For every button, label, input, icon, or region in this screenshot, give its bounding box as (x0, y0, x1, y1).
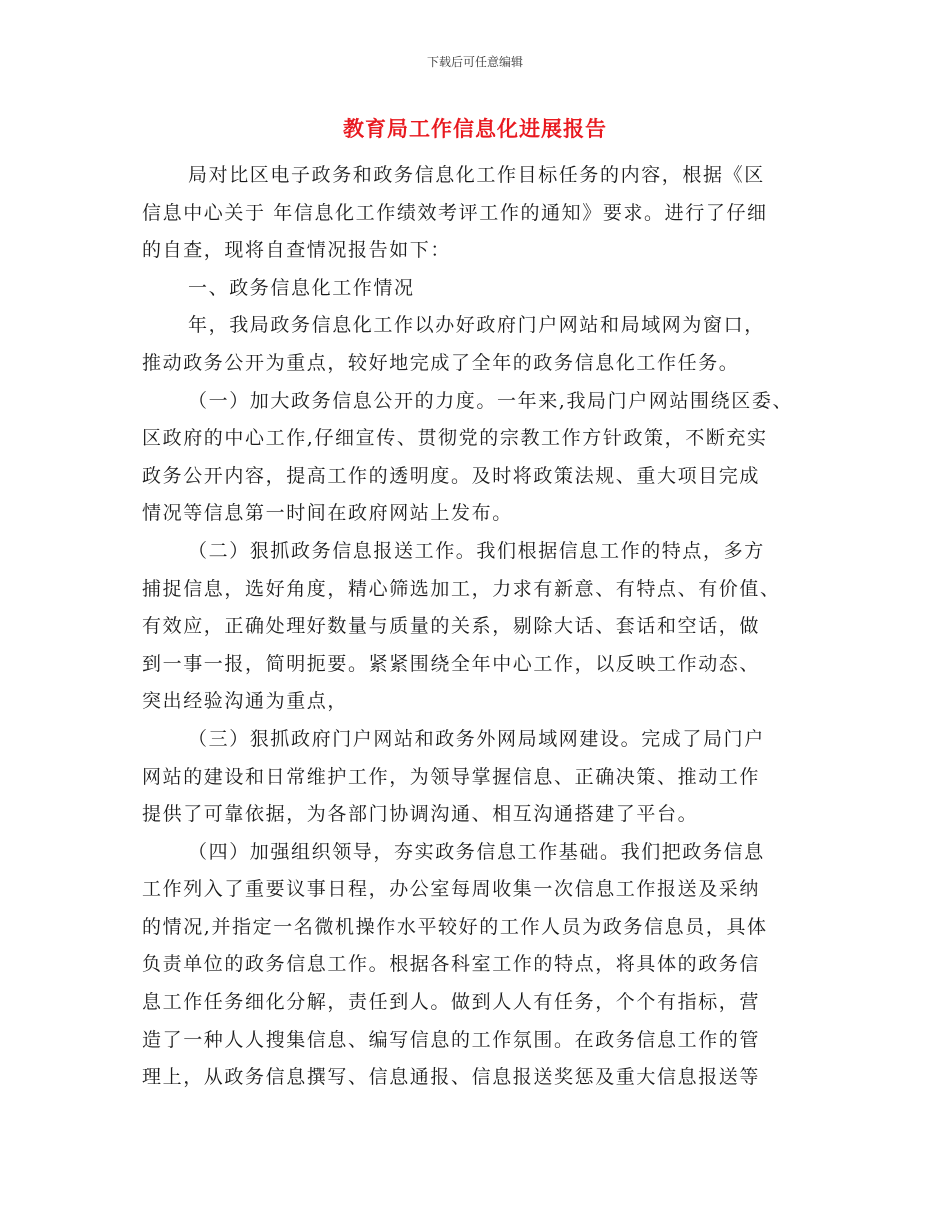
body-line: 息工作任务细化分解，责任到人。做到人人有任务，个个有指标，营 (142, 991, 761, 1014)
body-line: （一）加大政务信息公开的力度。一年来,我局门户网站围绕区委、 (188, 389, 794, 412)
body-line: 的自查，现将自查情况报告如下： (142, 239, 452, 262)
body-line: 政务公开内容，提高工作的透明度。及时将政策法规、重大项目完成 (142, 464, 761, 487)
body-line: 网站的建设和日常维护工作，为领导掌握信息、正确决策、推动工作 (142, 765, 761, 788)
body-line: 提供了可靠依据，为各部门协调沟通、相互沟通搭建了平台。 (142, 803, 699, 826)
body-line: 工作列入了重要议事日程，办公室每周收集一次信息工作报送及采纳 (142, 878, 761, 901)
body-line: 理上，从政务信息撰写、信息通报、信息报送奖惩及重大信息报送等 (142, 1066, 761, 1089)
body-line: （三）狠抓政府门户网站和政务外网局域网建设。完成了局门户 (188, 727, 765, 750)
body-line: 到一事一报，简明扼要。紧紧围绕全年中心工作，以反映工作动态、 (142, 652, 761, 675)
body-line: 负责单位的政务信息工作。根据各科室工作的特点，将具体的政务信 (142, 953, 761, 976)
body-line: 情况等信息第一时间在政府网站上发布。 (142, 502, 513, 525)
body-line: 捕捉信息，选好角度，精心筛选加工，力求有新意、有特点、有价值、 (142, 577, 781, 600)
body-line: （四）加强组织领导，夯实政务信息工作基础。我们把政务信息 (188, 840, 765, 863)
body-line: 局对比区电子政务和政务信息化工作目标任务的内容，根据《区 (188, 164, 765, 186)
body-line: 有效应，正确处理好数量与质量的关系，剔除大话、套话和空话，做 (142, 615, 761, 638)
document-body (142, 157, 842, 1097)
body-line: （二）狠抓政务信息报送工作。我们根据信息工作的特点，多方 (188, 539, 765, 562)
body-line: 年，我局政务信息化工作以办好政府门户网站和局域网为窗口， (188, 314, 765, 337)
body-line: 区政府的中心工作,仔细宣传、贯彻党的宗教工作方针政策，不断充实 (142, 427, 768, 450)
body-line: 突出经验沟通为重点， (142, 690, 349, 713)
document-title: 教育局工作信息化进展报告 (343, 116, 607, 141)
page-header-note: 下载后可任意编辑 (426, 55, 523, 69)
body-line: 造了一种人人搜集信息、编写信息的工作氛围。在政务信息工作的管 (142, 1028, 761, 1051)
body-line: 推动政务公开为重点，较好地完成了全年的政务信息化工作任务。 (142, 351, 740, 374)
section-heading: 一、政务信息化工作情况 (188, 276, 415, 299)
body-line: 的情况,并指定一名微机操作水平较好的工作人员为政务信息员，具体 (142, 915, 768, 938)
body-line: 信息中心关于 年信息化工作绩效考评工作的通知》要求。进行了仔细 (142, 201, 768, 224)
